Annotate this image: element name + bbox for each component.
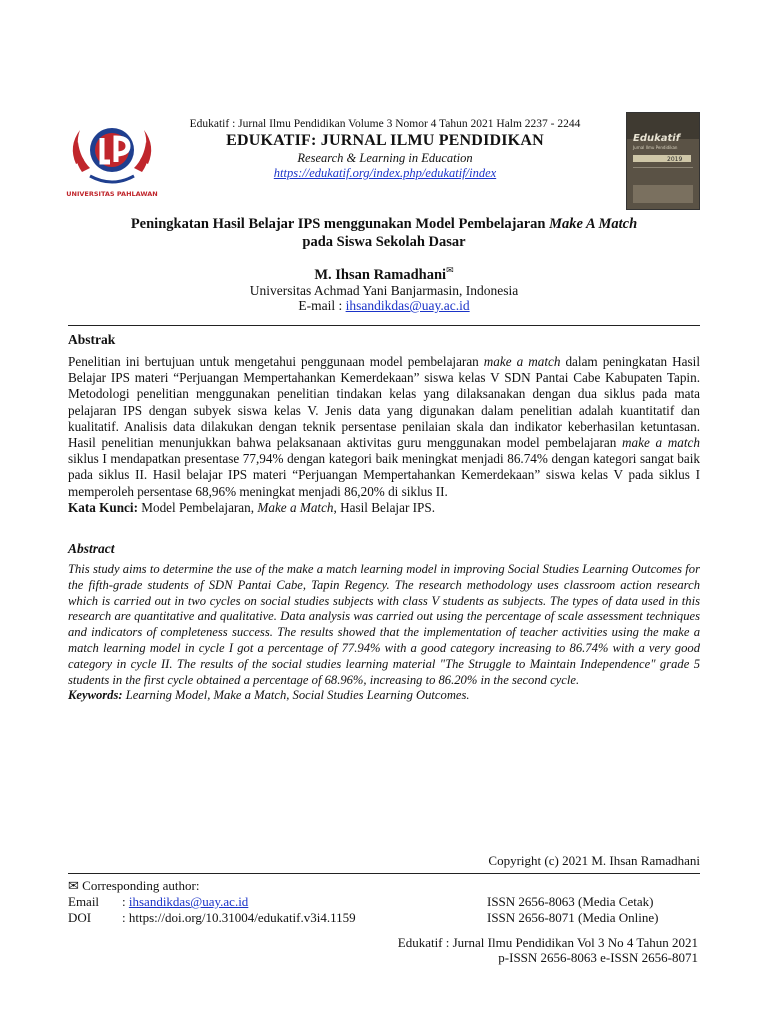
abstrak-i1: make a match: [483, 354, 561, 369]
footer-journal-line: Edukatif : Jurnal Ilmu Pendidikan Vol 3 No 4 Tahun 2021: [397, 935, 698, 950]
author-affiliation: Universitas Achmad Yani Banjarmasin, Indonesia: [249, 283, 519, 298]
cover-subtitle: Jurnal Ilmu Pendidikan: [633, 145, 678, 150]
divider: [68, 325, 700, 326]
abstract-text: This study aims to determine the use of the make a match learning model in improving Social Studies Learning Outcomes for the fifth-grade students of SDN Pantai Cabe, Tapin Regency. The research methodology uses classroom action research which is carried out in two cycles on social studies subjects with class V students as subjects. The types of data used in this research are quantitative and qualitative. Data analysis was carried out using the percentage of scale assessment techniques and indicators of completeness success. The results showed that the implementation of teacher activities using the make a match learning model in cycle I got a percentage of 77.94% with a good category increasing to 86.74% with a very good category in cycle II. The results of the social studies learning material "The Struggle to Maintain Independence" grade 5 students in the first cycle obtained a percentage of 68.96%, increasing to 86.20% in the second cycle.: [68, 562, 700, 687]
journal-name: EDUKATIF: JURNAL ILMU PENDIDIKAN: [226, 132, 544, 149]
issn-print: ISSN 2656-8063 (Media Cetak): [487, 894, 654, 909]
author-email-link[interactable]: ihsandikdas@uay.ac.id: [345, 298, 470, 313]
cover-title: Edukatif: [633, 133, 681, 144]
footer-issn-line: p-ISSN 2656-8063 e-ISSN 2656-8071: [498, 950, 698, 965]
cover-lines: [633, 167, 693, 187]
journal-cover-image: [626, 112, 700, 210]
envelope-icon: ✉: [446, 265, 454, 275]
abstrak-i2: make a match: [622, 435, 700, 451]
email-label: E-mail :: [298, 298, 346, 313]
author-text: M. Ihsan Ramadhani: [314, 266, 447, 283]
cover-image-block: [633, 185, 693, 203]
doi-value[interactable]: : https://doi.org/10.31004/edukatif.v3i4.1159: [122, 910, 356, 925]
title-line2: pada Siswa Sekolah Dasar: [302, 234, 466, 250]
abstract-body: [68, 562, 700, 704]
abstrak-heading: Abstrak: [68, 332, 116, 347]
footer-divider: [68, 873, 700, 874]
kata-kunci-label: Kata Kunci:: [68, 499, 138, 515]
title-italic: Make A Match: [549, 216, 638, 232]
abstrak-p3: siklus I mendapatkan presentase 77,94% dengan kategori baik meningkat menjadi 86.74% dengan kategori sangat baik pada siklus II. Hasil belajar IPS materi “Perjuangan Mempertahankan Kemerdekaan” siswa kelas V pada siklus I memperoleh persentase 68,96% meningkat menjadi 86,20% di siklus II.: [68, 451, 700, 499]
university-logo: [66, 116, 158, 208]
author-email-line: [80, 298, 688, 314]
issn-online: ISSN 2656-8071 (Media Online): [487, 910, 659, 925]
article-title: [80, 215, 688, 251]
journal-tagline: Research & Learning in Education: [297, 151, 473, 165]
doi-label: DOI: [68, 910, 92, 925]
kata-kunci-b: , Hasil Belajar IPS.: [333, 499, 435, 515]
keywords-label: Keywords:: [68, 688, 123, 703]
journal-url-link[interactable]: https://edukatif.org/index.php/edukatif/index: [273, 166, 497, 180]
author-name: [80, 265, 688, 284]
cover-bar: [633, 155, 691, 162]
footer-email-link[interactable]: ihsandikdas@uay.ac.id: [128, 894, 249, 909]
footer-email-label: Email: [68, 894, 100, 909]
copyright: Copyright (c) 2021 M. Ihsan Ramadhani: [488, 853, 700, 868]
cover-year: 2019: [667, 156, 683, 163]
abstrak-p2: dalam peningkatan Hasil Belajar IPS materi “Perjuangan Mempertahankan Kemerdekaan” siswa kelas V SDN Pantai Cabe Kabupaten Tapin. Metodologi penelitian menggunakan penelitian tindakan kelas yang dilaksanakan dengan dua siklus pada mata pelajaran IPS dengan subyek siswa kelas V. Jenis data yang digunakan dalam penelitian adalah kuantitatif dan kualitatif. Analisis data dilakukan dengan teknik persentase penilaian skala dan indikator keberhasilan ketuntasan. Hasil penelitian menunjukkan bahwa pelaksanaan aktivitas guru menggunakan model pembelajaran: [68, 354, 700, 451]
kata-kunci-a: Model Pembelajaran,: [137, 499, 258, 515]
abstrak-p1: Penelitian ini bertujuan untuk mengetahui penggunaan model pembelajaran: [68, 354, 484, 369]
footer-email: [122, 894, 248, 910]
kata-kunci-italic: Make a Match: [257, 499, 334, 515]
abstract-heading: Abstract: [68, 541, 115, 556]
footer-email-sep: :: [122, 894, 129, 909]
title-prefix: Peningkatan Hasil Belajar IPS menggunakan Model Pembelajaran: [130, 216, 550, 232]
keywords-text: Learning Model, Make a Match, Social Studies Learning Outcomes.: [122, 688, 470, 703]
logo-text: UNIVERSITAS PAHLAWAN: [66, 190, 158, 198]
corresponding-author: ✉ Corresponding author:: [68, 878, 200, 893]
abstrak-body: [68, 354, 700, 516]
journal-citation: Edukatif : Jurnal Ilmu Pendidikan Volume 3 Nomor 4 Tahun 2021 Halm 2237 - 2244: [189, 118, 581, 130]
